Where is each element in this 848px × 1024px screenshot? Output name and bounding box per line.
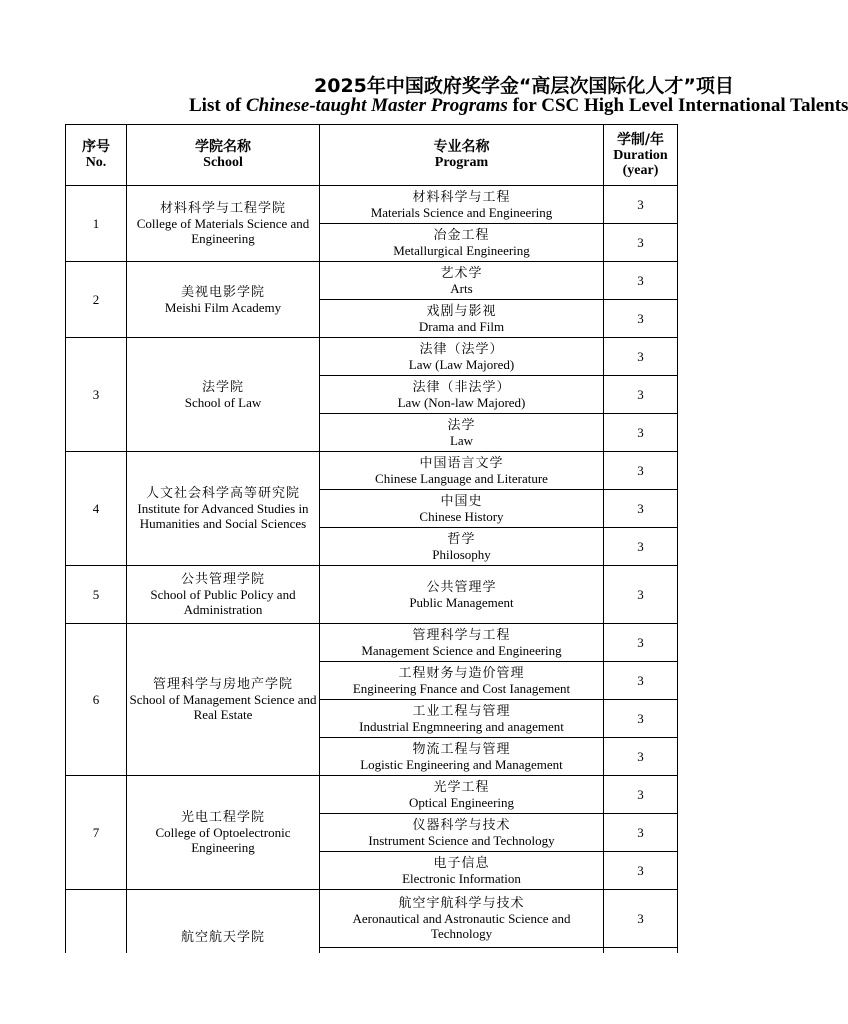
header-no-en: No. <box>85 155 107 170</box>
school-cell <box>127 624 320 776</box>
program-cell <box>320 528 604 566</box>
program-name-en: Logistic Engineering and Management <box>360 756 563 772</box>
school-name-cn: 航空航天学院 <box>180 930 265 945</box>
duration-cell: 3 <box>604 262 678 300</box>
duration-cell: 3 <box>604 890 678 948</box>
table-row <box>66 890 678 948</box>
row-number-cell: 1 <box>66 186 127 262</box>
school-name-en: School of Law <box>184 394 262 410</box>
program-name-cn: 仪器科学与技术 <box>412 817 511 833</box>
school-name-en: School of Public Policy and Administration <box>150 587 296 617</box>
school-name-cn: 人文社会科学高等研究院 <box>145 486 300 501</box>
program-name-en: Management Science and Engineering <box>361 642 562 658</box>
program-name-en: Industrial Engmneering and anagement <box>359 718 564 734</box>
duration-cell: 3 <box>604 186 678 224</box>
header-program-cn: 专业名称 <box>433 139 490 155</box>
program-name-cn: 电子信息 <box>433 855 490 871</box>
program-name-cn: 中国语言文学 <box>419 455 504 471</box>
row-number-cell: 5 <box>66 566 127 624</box>
row-number-cell: 6 <box>66 624 127 776</box>
row-number-cell: 2 <box>66 262 127 338</box>
program-name-en: Aeronautical and Astronautic Science and Technology <box>352 911 571 941</box>
program-name-en: Law <box>449 432 474 448</box>
school-name-cn: 材料科学与工程学院 <box>159 201 286 216</box>
program-name-en: Metallurgical Engineering <box>393 242 530 258</box>
header-school-cn: 学院名称 <box>195 139 251 155</box>
program-name-cn: 公共管理学 <box>426 579 497 595</box>
duration-cell: 3 <box>604 624 678 662</box>
program-name-en: Materials Science and Engineering <box>370 204 553 220</box>
row-number-cell: 3 <box>66 338 127 452</box>
program-name-cn: 戏剧与影视 <box>426 303 497 319</box>
program-cell <box>320 338 604 376</box>
program-name-en: Arts <box>450 280 473 296</box>
header-no <box>66 125 127 186</box>
school-cell <box>127 262 320 338</box>
table-header-row <box>66 125 678 186</box>
school-name-cn: 美视电影学院 <box>180 284 265 300</box>
school-cell <box>127 186 320 262</box>
program-name-cn: 管理科学与工程 <box>412 627 511 643</box>
school-cell <box>127 566 320 624</box>
table-row <box>66 186 678 224</box>
program-name-cn: 法律（法学） <box>419 341 504 357</box>
school-name-en: College of Materials Science and Engineering <box>136 216 310 246</box>
duration-cell: 3 <box>604 338 678 376</box>
program-cell <box>320 300 604 338</box>
table-row <box>66 338 678 376</box>
duration-cell: 3 <box>604 414 678 452</box>
header-no-cn: 序号 <box>82 139 110 155</box>
duration-cell: 3 <box>604 566 678 624</box>
duration-cell: 3 <box>604 662 678 700</box>
title-en-suffix: for CSC High Level International Talents <box>507 95 848 116</box>
table-body <box>66 186 678 986</box>
program-cell <box>320 624 604 662</box>
program-cell <box>320 262 604 300</box>
program-table <box>65 124 678 986</box>
program-name-cn: 工程财务与造价管理 <box>398 665 525 681</box>
program-name-cn: 航空宇航科学与技术 <box>398 896 525 911</box>
header-school-en: School <box>203 155 243 170</box>
document-title-chinese: 2025年中国政府奖学金“高层次国际化人才”项目 <box>314 75 734 97</box>
program-cell <box>320 452 604 490</box>
table-row <box>66 776 678 814</box>
duration-cell: 3 <box>604 376 678 414</box>
program-name-cn: 哲学 <box>447 531 476 547</box>
program-name-en: Law (Non-law Majored) <box>397 394 526 410</box>
program-name-cn: 工业工程与管理 <box>412 703 511 719</box>
program-name-cn: 物流工程与管理 <box>412 741 511 757</box>
header-program-en: Program <box>434 155 489 170</box>
school-cell <box>127 452 320 566</box>
program-cell <box>320 186 604 224</box>
header-duration <box>604 125 678 186</box>
school-name-en: Meishi Film Academy <box>164 299 282 315</box>
header-duration-en: Duration (year) <box>613 147 668 178</box>
school-name-en: College of Optoelectronic Engineering <box>155 825 291 855</box>
program-cell <box>320 738 604 776</box>
duration-cell: 3 <box>604 224 678 262</box>
program-cell <box>320 376 604 414</box>
program-name-cn: 光学工程 <box>433 779 490 795</box>
table-row <box>66 566 678 624</box>
row-number-cell: 4 <box>66 452 127 566</box>
program-name-en: Public Management <box>409 594 514 610</box>
program-name-cn: 法律（非法学） <box>412 379 511 395</box>
school-name-cn: 公共管理学院 <box>180 572 265 587</box>
program-cell <box>320 852 604 890</box>
program-cell <box>320 224 604 262</box>
header-duration-cn: 学制/年 <box>616 131 665 148</box>
duration-cell: 3 <box>604 852 678 890</box>
program-cell <box>320 662 604 700</box>
duration-cell: 3 <box>604 490 678 528</box>
program-name-en: Chinese Language and Literature <box>375 470 548 486</box>
table-row <box>66 262 678 300</box>
program-name-cn: 冶金工程 <box>433 227 490 243</box>
program-name-en: Engineering Fnance and Cost Ianagement <box>352 680 571 696</box>
duration-cell: 3 <box>604 776 678 814</box>
program-name-en: Drama and Film <box>418 318 505 334</box>
header-program <box>320 125 604 186</box>
program-name-cn: 中国史 <box>440 493 483 509</box>
duration-cell: 3 <box>604 738 678 776</box>
duration-cell: 3 <box>604 700 678 738</box>
school-name-cn: 法学院 <box>201 379 244 395</box>
program-name-en: Electronic Information <box>402 870 521 886</box>
program-cell <box>320 566 604 624</box>
program-name-en: Instrument Science and Technology <box>368 832 555 848</box>
page-cutoff <box>0 953 768 1024</box>
school-name-cn: 光电工程学院 <box>180 810 265 825</box>
program-name-en: Law (Law Majored) <box>408 356 515 372</box>
duration-cell: 3 <box>604 452 678 490</box>
school-name-cn: 管理科学与房地产学院 <box>152 677 293 692</box>
title-en-prefix: List of <box>189 95 246 116</box>
table-row <box>66 452 678 490</box>
duration-cell: 3 <box>604 528 678 566</box>
program-name-cn: 法学 <box>447 417 476 433</box>
duration-cell: 3 <box>604 814 678 852</box>
program-cell <box>320 490 604 528</box>
program-cell <box>320 814 604 852</box>
program-name-cn: 艺术学 <box>440 265 483 281</box>
header-school <box>127 125 320 186</box>
duration-cell: 3 <box>604 300 678 338</box>
school-cell <box>127 338 320 452</box>
school-name-en: School of Management Science and Real Estate <box>129 692 317 722</box>
program-cell <box>320 700 604 738</box>
program-name-en: Optical Engineering <box>408 794 515 810</box>
table-row <box>66 624 678 662</box>
program-cell <box>320 414 604 452</box>
school-cell <box>127 776 320 890</box>
program-cell <box>320 890 604 948</box>
program-name-en: Philosophy <box>432 546 491 562</box>
title-en-italic: Chinese-taught Master Programs <box>246 95 508 116</box>
program-cell <box>320 776 604 814</box>
row-number-cell: 7 <box>66 776 127 890</box>
program-name-cn: 材料科学与工程 <box>412 189 511 205</box>
program-name-en: Chinese History <box>419 508 504 524</box>
school-name-en: Institute for Advanced Studies in Humanities and Social Sciences <box>137 501 309 531</box>
